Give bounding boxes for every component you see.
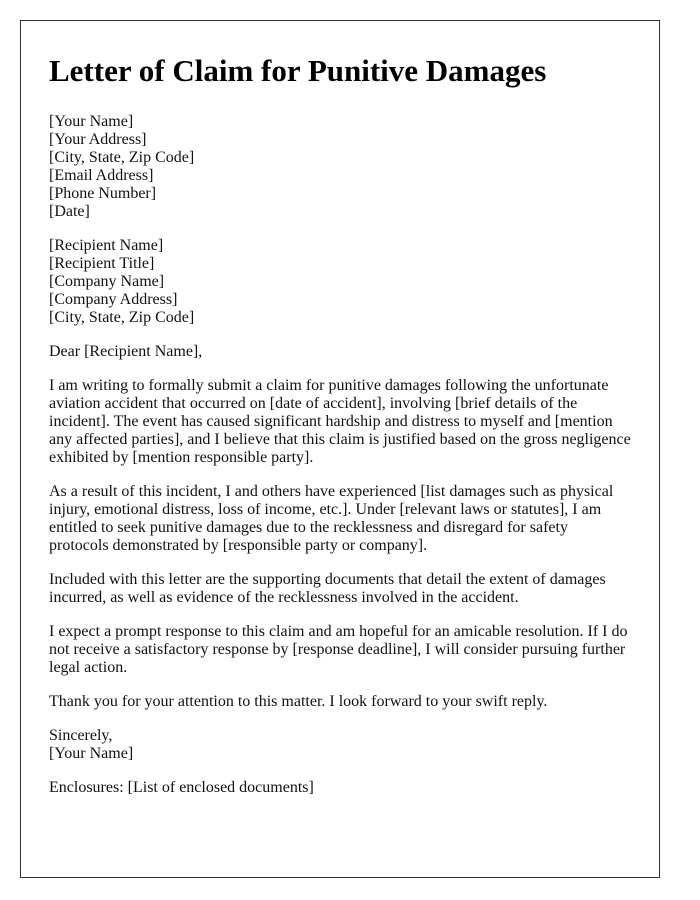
sender-address-block <box>49 113 631 221</box>
recipient-name: [Recipient Name] <box>49 237 164 254</box>
body-paragraph-damages: As a result of this incident, I and others have experienced [list damages such as physical injury, emotional distress, loss of income, etc.]. Under [relevant laws or statutes], I am entitled to seek punitive damages due to the recklessness and disregard for safety protocols demonstrated by [responsible party or company]. <box>49 483 614 554</box>
recipient-company: [Company Name] <box>49 273 165 290</box>
body-paragraph-thanks: Thank you for your attention to this matter. I look forward to your swift reply. <box>49 693 548 710</box>
salutation: Dear [Recipient Name], <box>49 343 203 360</box>
closing-sincerely: Sincerely, <box>49 727 113 744</box>
recipient-city-state-zip: [City, State, Zip Code] <box>49 309 195 326</box>
closing-block <box>49 727 631 763</box>
closing-signature-name: [Your Name] <box>49 745 134 762</box>
sender-address: [Your Address] <box>49 131 147 148</box>
body-paragraph-response: I expect a prompt response to this claim and am hopeful for an amicable resolution. If I do not receive a satisfactory response by [response deadline], I will consider pursuing further legal action. <box>49 623 628 676</box>
recipient-address-block <box>49 237 631 327</box>
sender-city-state-zip: [City, State, Zip Code] <box>49 149 195 166</box>
body-paragraph-documents: Included with this letter are the supporting documents that detail the extent of damages incurred, as well as evidence of the recklessness involved in the accident. <box>49 571 606 606</box>
enclosures-line: Enclosures: [List of enclosed documents] <box>49 779 314 796</box>
sender-email: [Email Address] <box>49 167 154 184</box>
letter-title: Letter of Claim for Punitive Damages <box>49 53 547 88</box>
recipient-company-address: [Company Address] <box>49 291 178 308</box>
sender-phone: [Phone Number] <box>49 185 157 202</box>
sender-name: [Your Name] <box>49 113 134 130</box>
body-paragraph-claim: I am writing to formally submit a claim for punitive damages following the unfortunate aviation accident that occurred on [date of accident], involving [brief details of the incident]. The event has caused significant hardship and distress to myself and [mention any affected parties], and I believe that this claim is justified based on the gross negligence exhibited by [mention responsible party]. <box>49 377 631 466</box>
recipient-title: [Recipient Title] <box>49 255 155 272</box>
letter-page <box>20 20 660 878</box>
letter-date: [Date] <box>49 203 90 220</box>
